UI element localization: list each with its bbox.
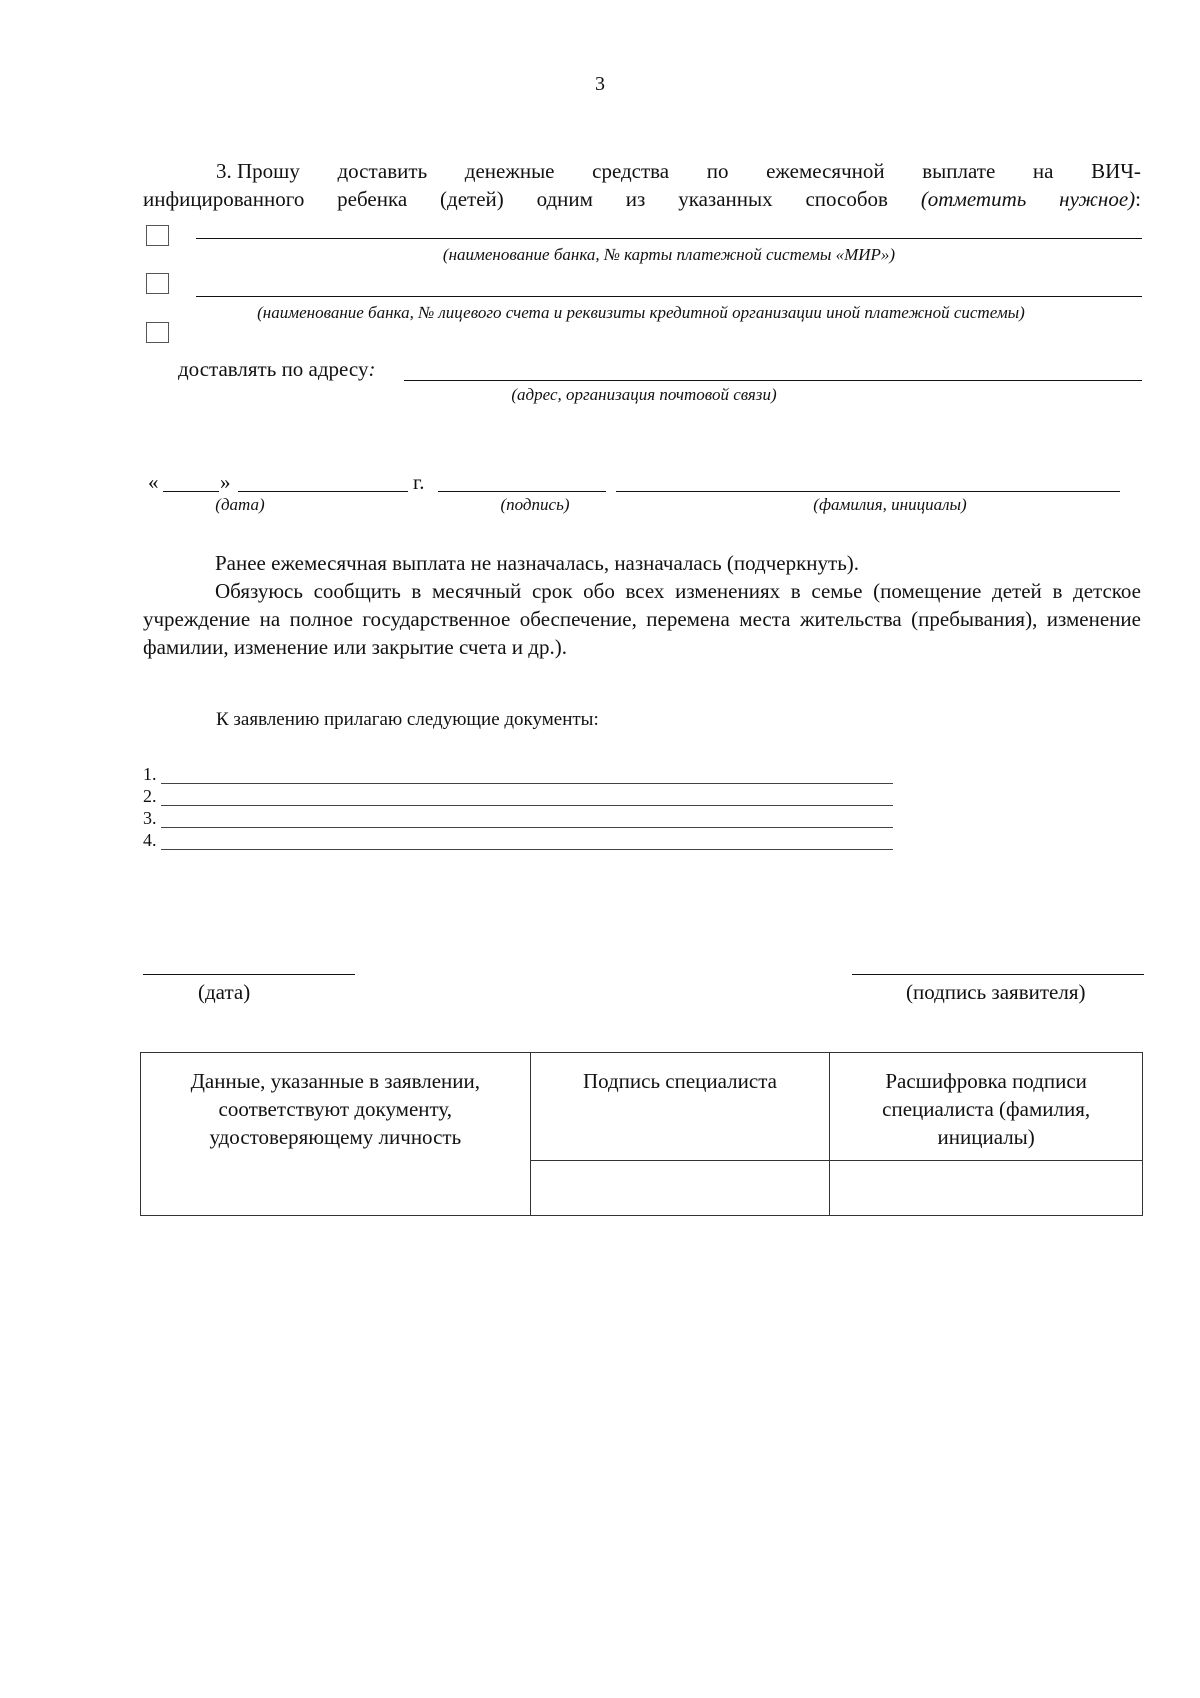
word: по [706,159,729,183]
postal-delivery-checkbox[interactable] [146,322,169,343]
word: денежные [464,159,555,183]
address-caption: (адрес, организация почтовой связи) [511,385,777,404]
application-date-caption: (дата) [198,980,251,1004]
specialist-name-label: Расшифровка подписи специалиста (фамилия, инициалы) [882,1069,1091,1149]
applicant-signature-field[interactable] [852,974,1144,975]
date-month-field[interactable] [238,491,408,492]
specialist-name-header [830,1053,1143,1161]
signature-field[interactable] [438,491,606,492]
bank-card-field[interactable] [196,238,1142,239]
specialist-name-cell[interactable] [830,1160,1143,1215]
date-open-quote: « [148,470,159,494]
word: средства [592,159,670,183]
colon: : [368,357,376,381]
date-caption: (дата) [215,495,265,514]
word: ежемесячной [766,159,885,183]
attachment-number: 4. [143,830,157,850]
section-3-paragraph [143,157,1141,213]
bank-account-field[interactable] [196,296,1142,297]
verification-table [140,1052,1143,1216]
specialist-signature-label: Подпись специалиста [582,1069,777,1093]
attachment-item [143,786,893,806]
bank-account-checkbox[interactable] [146,273,169,294]
page-number: 3 [595,73,605,95]
word: выплате [922,159,996,183]
section-3-line-2 [143,185,1141,213]
word: доставить [337,159,428,183]
attachment-item [143,808,893,828]
full-name-field[interactable] [616,491,1120,492]
attachment-field[interactable] [161,811,893,828]
specialist-signature-cell[interactable] [530,1160,830,1215]
section-3-line-1 [143,157,1141,185]
date-day-field[interactable] [163,491,219,492]
word: ВИЧ- [1091,159,1141,183]
date-close-quote: » [220,470,231,494]
word: на [1032,159,1054,183]
table-row [141,1053,1143,1161]
verification-data-cell [141,1053,531,1216]
attachment-item [143,830,893,850]
address-label [178,355,375,383]
applicant-signature-caption: (подпись заявителя) [906,980,1086,1004]
attachment-field[interactable] [161,789,893,806]
year-suffix: г. [413,470,425,494]
attachment-number: 1. [143,764,157,784]
application-date-field[interactable] [143,974,355,975]
attachment-field[interactable] [161,833,893,850]
word: 3. Прошу [216,159,300,183]
name-caption: (фамилия, инициалы) [813,495,967,514]
address-field[interactable] [404,380,1142,381]
section-3-text: инфицированного ребенка (детей) одним из указанных способов [143,187,921,211]
previous-payment-statement: Ранее ежемесячная выплата не назначалась, назначалась (подчеркнуть). [215,551,860,575]
specialist-signature-header [530,1053,830,1161]
attachments-heading: К заявлению прилагаю следующие документы: [216,709,599,730]
attachment-field[interactable] [161,767,893,784]
signature-caption: (подпись) [500,495,570,514]
colon: : [1135,187,1141,211]
attachment-item [143,764,893,784]
verification-data-label: Данные, указанные в заявлении, соответствуют документу, удостоверяющему личность [190,1069,480,1149]
attachment-number: 2. [143,786,157,806]
attachment-number: 3. [143,808,157,828]
bank-account-caption: (наименование банка, № лицевого счета и реквизиты кредитной организации иной платежной системы) [257,303,1025,322]
mark-needed-hint: (отметить нужное) [920,187,1136,211]
obligation-statement: Обязуюсь сообщить в месячный срок обо всех изменениях в семье (помещение детей в детское учреждение на полное государственное обеспечение, перемена места жительства (пребывания), изменение фамилии, изменение или закрытие счета и др.). [143,579,1141,659]
bank-card-checkbox[interactable] [146,225,169,246]
address-label-text: доставлять по адресу [178,357,369,381]
bank-card-caption: (наименование банка, № карты платежной системы «МИР») [442,245,896,264]
